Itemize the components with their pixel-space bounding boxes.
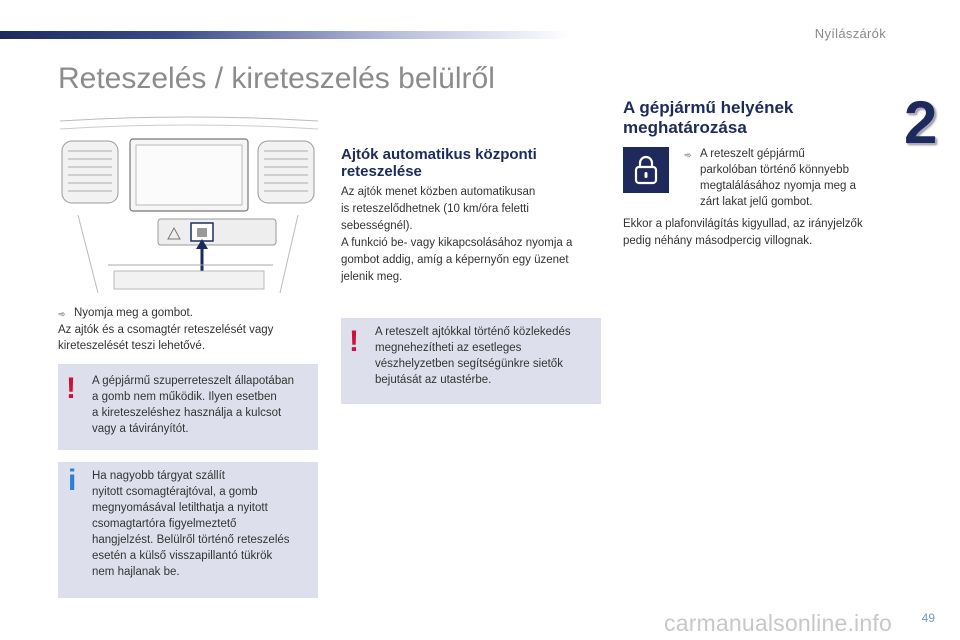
watermark: carmanualsonline.info [664, 610, 892, 636]
right-heading: A gépjármű helyének meghatározása [623, 98, 794, 137]
arrow-right-icon: ➾ [58, 309, 66, 319]
warning-text: A reteszelt ajtókkal történő közlekedés megnehezítheti az esetleges vészhelyzetben segítségünkre sietők bejutását az utastérbe. [375, 326, 571, 386]
chapter-number: 2 [904, 89, 938, 156]
info-text: Ha nagyobb tárgyat szállít nyitott csomagtérajtóval, a gomb megnyomásával letilthatja a nyitott csomagtartóra figyelmeztető hangjelzést. Belülről történő reteszelés esetén a külső visszapillantó tükrök nem hajlanak be. [92, 470, 290, 578]
left-instruction: ➾ Nyomja meg a gombot. Az ajtók és a csomagtér reteszelését vagy kireteszelését teszi lehetővé. [58, 307, 274, 352]
warning-box-middle [341, 318, 601, 404]
header-gradient-bar [0, 31, 570, 39]
warning-text: A gépjármű szuperreteszelt állapotában a gomb nem működik. Ilyen esetben a kireteszeléshez használja a kulcsot vagy a távirányítót. [92, 375, 295, 435]
middle-body: Az ajtók menet közben automatikusan is reteszelődhetnek (10 km/óra feletti sebességnél). A funkció be- vagy kikapcsolásához nyomja a gombot addig, amíg a képernyőn egy üzenet jelenik meg. [341, 186, 573, 283]
padlock-icon [623, 147, 669, 193]
right-bullet: ➾ A reteszelt gépjármű parkolóban történő könnyebb megtalálásához nyomja meg a zárt lakat jelű gombot. [684, 148, 856, 208]
middle-heading: Ajtók automatikus központi reteszelése [341, 146, 537, 180]
page-number: 49 [921, 611, 935, 625]
warning-icon: ! [66, 372, 76, 405]
right-body: Ekkor a plafonvilágítás kigyullad, az irányjelzők pedig néhány másodpercig villognak. [623, 218, 863, 247]
info-box-left [58, 462, 318, 598]
info-icon: i [68, 464, 77, 497]
section-label: Nyílászárók [814, 26, 886, 41]
arrow-right-icon: ➾ [684, 150, 692, 160]
warning-box-left [58, 364, 318, 450]
warning-icon: ! [349, 325, 359, 358]
dashboard-illustration [58, 115, 320, 293]
page-title: Reteszelés / kireteszelés belülről [58, 62, 495, 95]
